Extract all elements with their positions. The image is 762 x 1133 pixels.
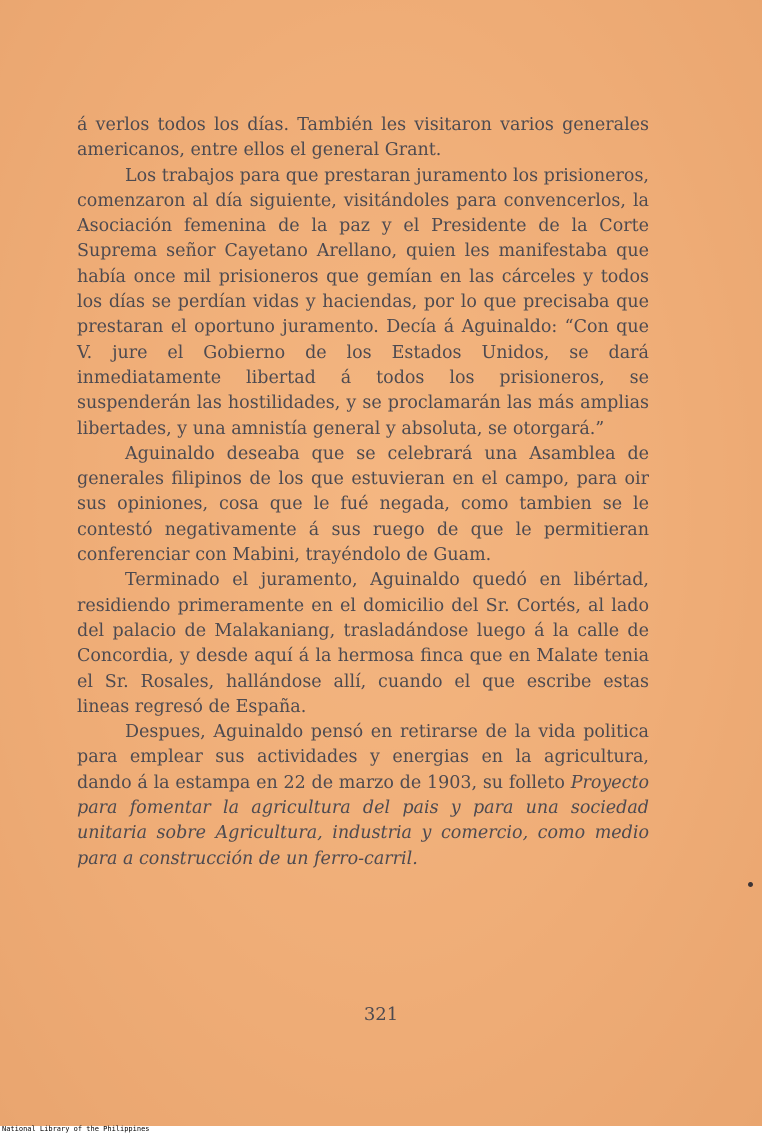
body-text [77, 113, 649, 872]
paragraph-5 [77, 720, 649, 872]
book-title: Proyecto para fomentar la agricultura del pais y para una sociedad unitaria sobre Agricultura, industria y comercio, como medio para a construcción de un ferro-carril. [77, 772, 649, 869]
paragraph-2: Los trabajos para que prestaran juramento los prisioneros, comenzaron al día siguiente, visitándoles para convencerlos, la Asociación femenina de la paz y el Presidente de la Corte Suprema señor Cayetano Arellano, quien les manifestaba que había once mil prisioneros que gemían en las cárceles y todos los días se perdían vidas y haciendas, por lo que precisaba que prestaran el oportuno juramento. Decía á Aguinaldo: “Con que V. jure el Gobierno de los Estados Unidos, se dará inmediatamente libertad á todos los prisioneros, se suspenderán las hostilidades, y se proclamarán las más amplias libertades, y una amnistía general y absoluta, se otorgará.” [77, 165, 649, 439]
library-credit: National Library of the Philippines [2, 1125, 150, 1133]
paragraph-3: Aguinaldo deseaba que se celebrará una Asamblea de generales filipinos de los que estuvieran en el campo, para oir sus opiniones, cosa que le fué negada, como tambien se le contestó negativamente á sus ruego de que le permitieran conferenciar con Mabini, trayéndolo de Guam. [77, 443, 649, 566]
paragraph-5-text: Despues, Aguinaldo pensó en retirarse de la vida politica para emplear sus actividades y energias en la agricultura, dando á la estampa en 22 de marzo de 1903, su folleto [77, 722, 649, 793]
page-number: 321 [363, 1004, 399, 1025]
paragraph-1: á verlos todos los días. También les visitaron varios generales americanos, entre ellos el general Grant. [77, 115, 649, 161]
paragraph-4: Terminado el juramento, Aguinaldo quedó en libértad, residiendo primeramente en el domicilio del Sr. Cortés, al lado del palacio de Malakaniang, trasladándose luego á la calle de Concordia, y desde aquí á la hermosa finca que en Malate tenia el Sr. Rosales, hallándose allí, cuando el que escribe estas lineas regresó de España. [77, 570, 649, 717]
ink-speck [748, 882, 753, 887]
